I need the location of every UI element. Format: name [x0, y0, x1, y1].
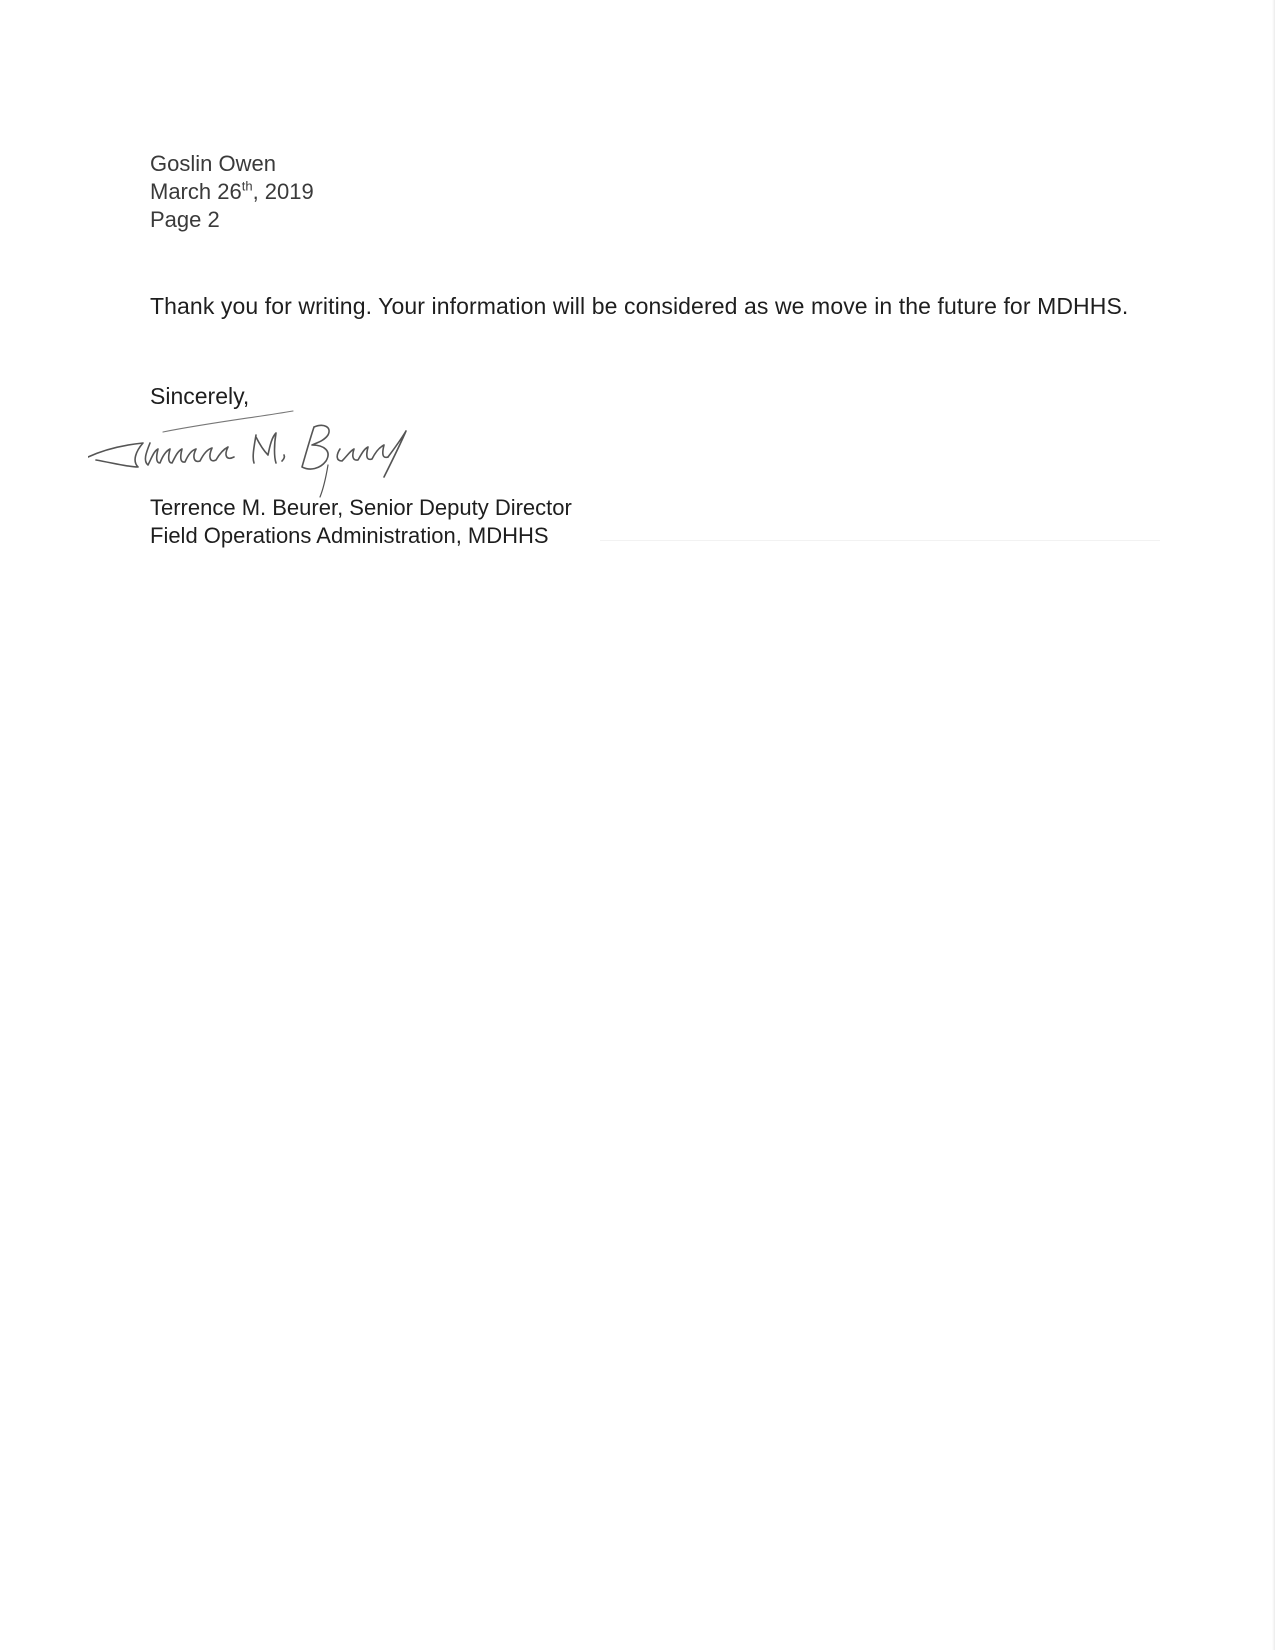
date-ordinal: th	[241, 178, 253, 194]
signature-block	[150, 494, 572, 550]
letter-header	[150, 150, 314, 234]
recipient-name: Goslin Owen	[150, 151, 276, 176]
handwritten-signature	[88, 405, 448, 505]
letter-closing: Sincerely,	[150, 383, 250, 409]
date-year: , 2019	[252, 179, 314, 204]
scan-artifact-line	[600, 540, 1160, 541]
date-month-day: March 26	[150, 179, 242, 204]
page-number: Page 2	[150, 207, 220, 232]
signer-organization: Field Operations Administration, MDHHS	[150, 523, 549, 548]
letter-date	[150, 178, 314, 206]
signer-name-title: Terrence M. Beurer, Senior Deputy Director	[150, 495, 572, 520]
letter-body: Thank you for writing. Your information will be considered as we move in the future for MDHHS.	[150, 293, 1129, 319]
